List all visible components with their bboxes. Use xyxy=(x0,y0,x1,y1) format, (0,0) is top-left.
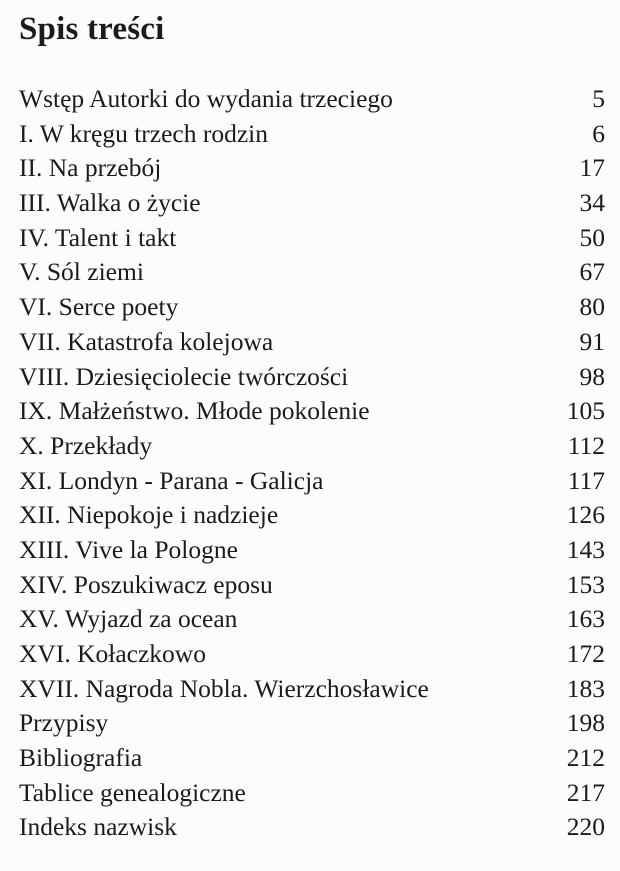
toc-entry xyxy=(19,186,607,221)
toc-entry xyxy=(19,706,607,741)
toc-entry-page-number: 117 xyxy=(567,465,605,495)
toc-entry xyxy=(19,151,607,186)
toc-entry-page-number: 183 xyxy=(566,673,605,703)
toc-entry xyxy=(19,776,607,811)
toc-entry-page-number: 80 xyxy=(579,292,605,322)
toc-entry xyxy=(19,429,607,464)
toc-entry-page-number: 153 xyxy=(566,569,605,599)
toc-entry-page-number: 98 xyxy=(579,361,605,391)
toc-entry xyxy=(19,360,607,395)
toc-entry-page-number: 163 xyxy=(566,604,605,634)
table-of-contents xyxy=(19,82,607,845)
toc-entry-title: Wstęp Autorki do wydania trzeciego xyxy=(19,84,393,113)
toc-entry-page-number: 172 xyxy=(566,639,605,668)
toc-entry-title: XI. Londyn - Parana - Galicja xyxy=(19,465,324,495)
toc-entry xyxy=(19,741,607,776)
toc-entry-title: XVII. Nagroda Nobla. Wierzchosławice xyxy=(19,673,429,703)
toc-entry-title: II. Na przebój xyxy=(19,153,162,183)
toc-entry-title: VI. Serce poety xyxy=(19,292,179,322)
toc-entry xyxy=(19,672,607,707)
toc-entry-page-number: 212 xyxy=(566,743,605,773)
toc-entry-page-number: 67 xyxy=(579,257,605,287)
toc-entry-page-number: 198 xyxy=(566,708,605,738)
toc-entry-page-number: 105 xyxy=(566,396,605,426)
toc-entry-page-number: 112 xyxy=(567,430,605,460)
page-title: Spis treści xyxy=(19,11,165,47)
toc-entry xyxy=(19,810,607,845)
toc-entry-title: I. W kręgu trzech rodzin xyxy=(19,118,268,148)
toc-entry xyxy=(19,117,607,152)
toc-entry-title: XIV. Poszukiwacz eposu xyxy=(19,569,273,599)
toc-entry xyxy=(19,394,607,429)
toc-entry-page-number: 50 xyxy=(579,222,605,252)
toc-entry xyxy=(19,325,607,360)
toc-entry-title: V. Sól ziemi xyxy=(19,257,144,287)
toc-entry-page-number: 220 xyxy=(566,812,605,842)
toc-entry xyxy=(19,637,607,672)
toc-entry xyxy=(19,221,607,256)
toc-entry-title: IX. Małżeństwo. Młode pokolenie xyxy=(19,396,370,426)
toc-entry xyxy=(19,533,607,568)
toc-entry-page-number: 17 xyxy=(579,153,605,183)
toc-entry-title: VII. Katastrofa kolejowa xyxy=(19,326,274,356)
toc-entry-page-number: 143 xyxy=(566,534,605,564)
toc-entry-title: XVI. Kołaczkowo xyxy=(19,639,206,668)
toc-entry-page-number: 34 xyxy=(579,188,605,218)
toc-entry xyxy=(19,602,607,637)
toc-entry-page-number: 217 xyxy=(566,777,605,807)
toc-entry-page-number: 5 xyxy=(592,84,605,113)
toc-entry-title: IV. Talent i takt xyxy=(19,222,177,252)
toc-entry-page-number: 126 xyxy=(566,500,605,530)
toc-entry-title: VIII. Dziesięciolecie twórczości xyxy=(19,361,349,391)
toc-entry xyxy=(19,290,607,325)
toc-entry-title: Bibliografia xyxy=(19,743,143,773)
toc-entry-title: Przypisy xyxy=(19,708,109,738)
toc-entry-title: Indeks nazwisk xyxy=(19,812,177,842)
toc-entry-title: XV. Wyjazd za ocean xyxy=(19,604,238,634)
toc-entry xyxy=(19,568,607,603)
toc-entry xyxy=(19,255,607,290)
toc-entry-page-number: 91 xyxy=(579,326,605,356)
toc-entry-title: X. Przekłady xyxy=(19,430,153,460)
toc-entry-title: XII. Niepokoje i nadzieje xyxy=(19,500,279,530)
toc-entry-title: III. Walka o życie xyxy=(19,188,201,218)
toc-entry-page-number: 6 xyxy=(592,118,605,148)
toc-entry xyxy=(19,464,607,499)
toc-entry xyxy=(19,82,607,117)
toc-entry-title: Tablice genealogiczne xyxy=(19,777,246,807)
toc-entry xyxy=(19,498,607,533)
toc-entry-title: XIII. Vive la Pologne xyxy=(19,534,238,564)
